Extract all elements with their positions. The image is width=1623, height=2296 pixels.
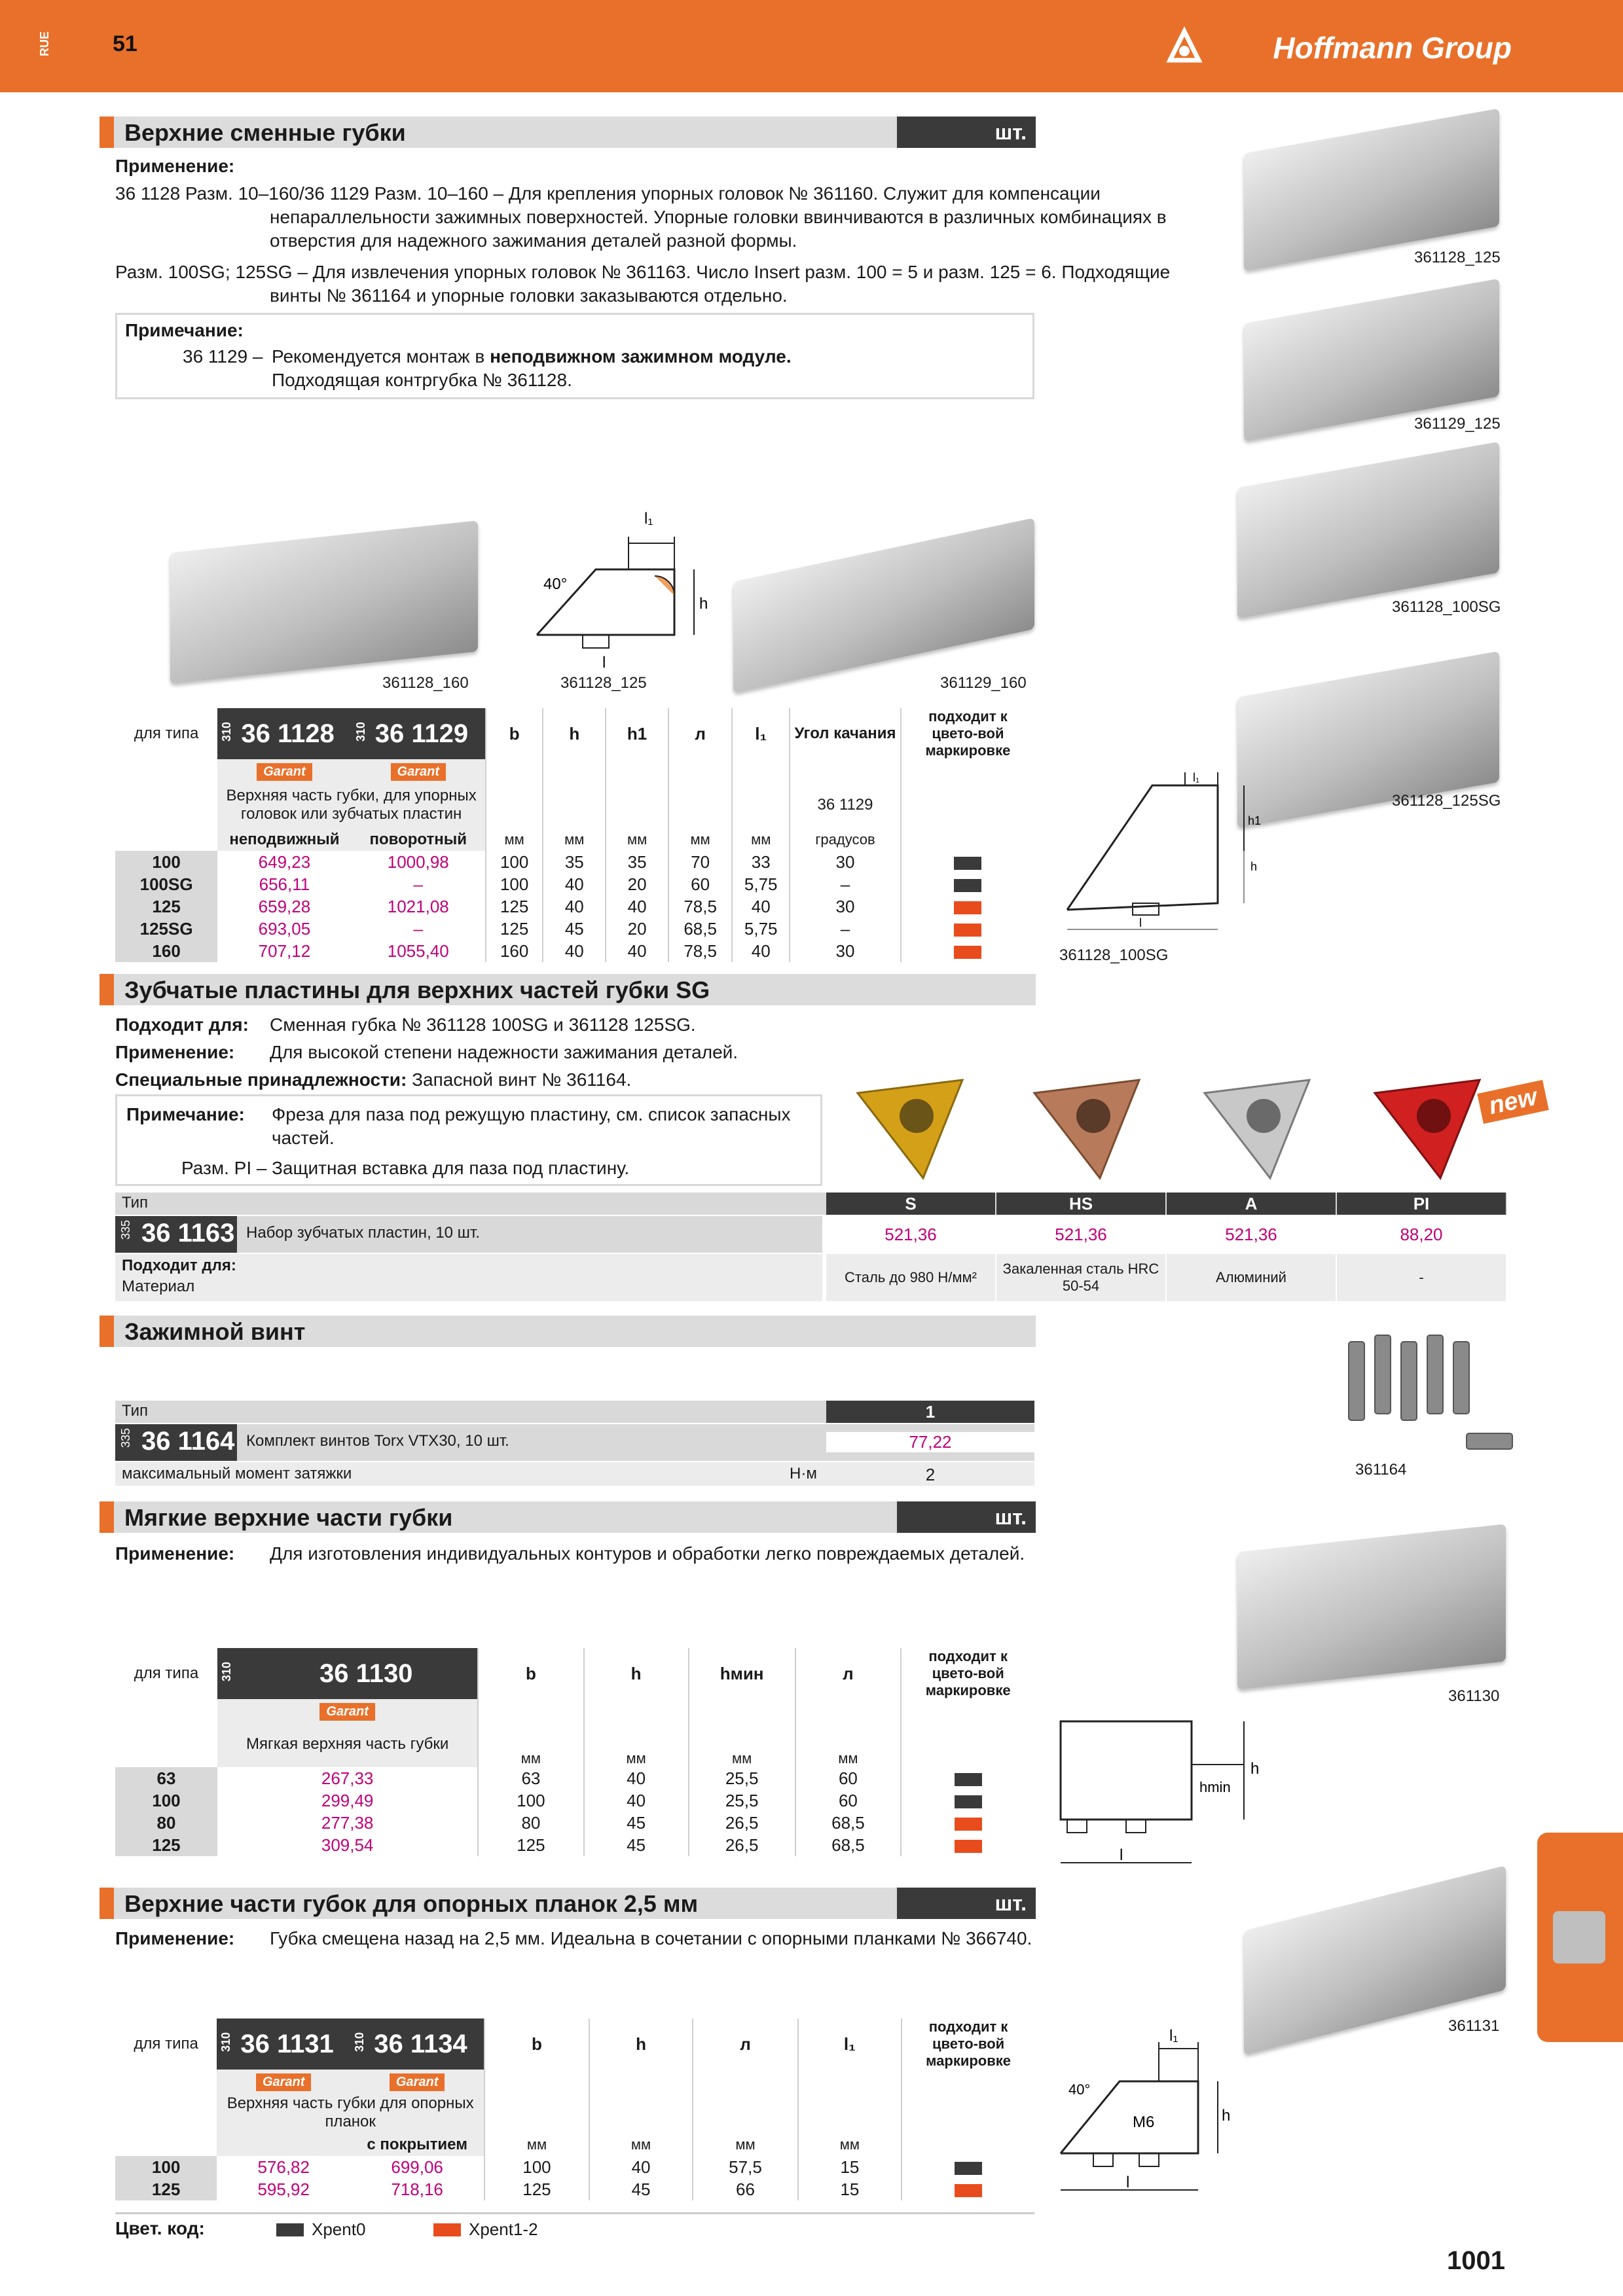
value-h: 40 [543,895,606,918]
code-row [115,1216,822,1253]
unit-degrees: градусов [790,829,901,851]
unit-mm: мм [589,2134,693,2156]
table-row [115,918,1034,940]
price-swivel: 1055,40 [387,941,449,961]
image-caption: 361164 [1355,1461,1407,1479]
note-text: Фреза для паза под режущую пластину, см. список запасных [272,1104,791,1124]
value-angle: 30 [790,895,901,918]
value-h: 40 [584,1789,689,1812]
row-type: 125 [115,1834,217,1856]
col-l1-header: l₁ [732,708,790,759]
svg-text:l₁: l₁ [1169,2027,1178,2045]
value-l: 78,5 [668,895,732,918]
insert-material: Закаленная сталь HRC 50-54 [996,1254,1165,1301]
col-l-header: л [668,708,732,759]
price-fixed: 693,05 [258,918,311,939]
color-code-cell [901,1812,1034,1834]
image-caption: 361129_160 [940,674,1027,692]
price: 309,54 [321,1835,374,1855]
chapter-tab[interactable] [1537,1833,1623,2042]
dark-swatch-icon [955,1773,982,1786]
value-angle: – [790,918,901,940]
row-type: 160 [115,940,217,962]
unit-mm: мм [693,2134,797,2156]
table-row [115,1812,1034,1834]
col-b-header: b [486,708,543,759]
unit-mm: мм [486,829,543,851]
row-type: 100 [115,2156,217,2178]
brand-name: Hoffmann Group [1273,31,1512,65]
color-code-cell [901,1834,1034,1856]
svg-text:40°: 40° [1068,2081,1091,2098]
code-row [115,1424,1034,1461]
col-coated-header: с покрытием [350,2134,484,2156]
image-caption: 361128_125SG [1392,792,1501,810]
orange-swatch-icon [954,901,981,914]
material-row-label: Материал [122,1278,195,1295]
col-swivel-header: поворотный [352,829,486,851]
code-box: 335 36 1163 [115,1216,237,1253]
dark-swatch-icon [954,857,981,870]
image-caption: 361128_125 [1414,249,1501,266]
note-label: Примечание: [125,320,244,340]
technical-drawing-361128-100SG [1054,772,1264,942]
value-b: 63 [478,1767,583,1789]
insert-type-PI: PI [1337,1193,1506,1215]
image-caption: 361128_100SG [1392,598,1501,616]
note-text: частей. [272,1128,335,1148]
application-label: Применение: [115,156,235,176]
orange-swatch-icon [954,946,981,959]
svg-text:h: h [699,595,708,613]
unit-mm: мм [606,829,668,851]
garant-logo: Garant [256,2073,311,2091]
application-label: Применение: [115,1928,235,1948]
garant-logo: Garant [319,1703,374,1721]
price-swivel: 1000,98 [387,852,449,872]
soft-jaws-table [115,1648,1034,1856]
unit-label: шт. [897,1888,1036,1919]
price-fixed: 707,12 [258,941,311,961]
value-h1: 40 [606,895,668,918]
note-code: 36 1129 – [183,346,263,367]
dark-swatch-icon [955,1795,982,1808]
svg-text:h: h [1250,1760,1260,1778]
col-h-header: h [543,708,606,759]
image-caption: 361128_100SG [1059,946,1169,964]
section-header-clamping-screw [100,1316,1036,1347]
fits-row-label: Подходит для: [122,1257,236,1274]
note-text: Подходящая контргубка № 361128. [272,370,572,390]
insert-material: Алюминий [1167,1254,1336,1301]
svg-text:h: h [1250,860,1258,873]
col-hmin-header: hмин [689,1648,795,1699]
value-h: 40 [584,1767,689,1789]
row-type: 125 [115,895,217,918]
svg-text:l: l [1126,2174,1130,2191]
table-row [115,1834,1034,1856]
price: 277,38 [321,1812,374,1833]
product-description: Мягкая верхняя часть губки [217,1721,478,1767]
code-header-361130: 310 36 1130 [217,1648,478,1699]
color-code-cell [901,1789,1034,1812]
table-row [115,851,1034,873]
svg-text:M6: M6 [1133,2113,1155,2131]
new-badge: new [1477,1080,1548,1124]
application-label: Применение: [115,1042,235,1062]
image-caption: 361128_160 [382,674,469,692]
table-row [115,2156,1034,2178]
value-b: 100 [486,851,543,873]
torque-unit: Н·м [790,1465,817,1482]
value-l: 60 [668,873,732,895]
row-type: 100 [115,851,217,873]
note-box [115,1094,822,1186]
col-h-header: h [589,2018,693,2070]
legend-orange: Xpent1-2 [469,2219,538,2239]
table-row [115,940,1034,962]
value-b: 125 [484,2178,589,2200]
price-fixed: 649,23 [258,852,311,872]
value-b: 100 [484,2156,589,2178]
svg-text:l: l [1139,916,1142,929]
value-angle: 30 [790,940,901,962]
value-l: 70 [668,851,732,873]
section-title: Верхние части губок для опорных планок 2,5 мм [124,1890,699,1917]
insert-image-S [845,1073,976,1185]
svg-text:l: l [1120,1846,1123,1864]
product-image-361130 [1237,1524,1506,1689]
price-361131: 595,92 [257,2179,310,2199]
row-type: 63 [115,1767,217,1789]
row-type: 100 [115,1789,217,1812]
unit-mm: мм [543,829,606,851]
torque-row [115,1462,1034,1486]
col-h-header: h [584,1648,689,1699]
image-caption: 361128_125 [560,674,647,692]
value-h: 35 [543,851,606,873]
value-h1: 20 [606,918,668,940]
unit-mm: мм [668,829,732,851]
product-description: Верхняя часть губки для опорных планок [217,2092,484,2134]
garant-logo: Garant [391,763,446,781]
row-type: 100SG [115,873,217,895]
note-code: Разм. PI – [181,1158,267,1178]
table-row [115,2178,1034,2200]
unit-mm: мм [795,1721,902,1767]
col-l-header: л [693,2018,797,2070]
application-text: Для высокой степени надежности зажимания деталей. [270,1042,739,1062]
price-361134: 718,16 [391,2179,443,2199]
application-line: отверстия для надежного зажимания деталей разной формы. [270,230,797,251]
svg-text:l₁: l₁ [644,510,653,528]
color-code-cell [901,873,1034,895]
garant-logo: Garant [257,763,312,781]
value-b: 80 [478,1812,583,1834]
value-hmin: 25,5 [689,1767,795,1789]
section-title: Верхние сменные губки [124,119,406,146]
svg-text:h1: h1 [1248,814,1262,827]
code-header-361134: 310 36 1134 [350,2018,484,2070]
type-row [115,1401,1034,1423]
value-hmin: 26,5 [689,1812,795,1834]
value-l1: 15 [798,2178,902,2200]
application-text: Для изготовления индивидуальных контуров и обработки легко повреждаемых деталей. [270,1543,1025,1564]
section-title: Зубчатые пластины для верхних частей губки SG [124,977,710,1003]
value-l: 68,5 [668,918,732,940]
svg-text:l₁: l₁ [1193,772,1200,784]
material-row [115,1254,822,1301]
top-bar [0,0,1623,92]
application-label: Применение: [115,1543,235,1564]
section-title: Мягкие верхние части губки [124,1504,453,1531]
price-swivel: – [413,918,423,939]
color-code-cell [901,918,1034,940]
unit-mm: мм [689,1721,795,1767]
section-title: Зажимной винт [124,1318,306,1345]
technical-drawing-361130 [1054,1715,1270,1872]
product-description: Верхняя часть губки, для упорных головок или зубчатых пластин [217,781,486,829]
value-h: 45 [543,918,606,940]
value-l1: 40 [732,940,790,962]
code-header-361129: 310 36 1129 [352,708,486,759]
section-header-serrated-inserts [100,974,1036,1005]
technical-drawing-361131 [1054,2022,1270,2206]
price-361134: 699,06 [391,2157,443,2177]
value-b: 100 [478,1789,583,1812]
value-h: 40 [589,2156,693,2178]
value-angle: – [790,873,901,895]
code-header-361128: 310 36 1128 [217,708,351,759]
orange-swatch-icon [955,1818,982,1831]
application-line: винты № 361164 и упорные головки заказываются отдельно. [270,285,788,306]
orange-swatch-icon [955,2184,982,2197]
application-line: 36 1128 Разм. 10–160/36 1129 Разм. 10–160 – Для крепления упорных головок № 361160. Служит для компенсации [115,183,1101,204]
value-h: 40 [543,873,606,895]
product-image-361128-160 [170,520,478,683]
col-b-header: b [478,1648,583,1699]
value-h: 40 [543,940,606,962]
color-code-cell [902,2178,1034,2200]
application-line: Разм. 100SG; 125SG – Для извлечения упорных головок № 361163. Число Insert разм. 100 = 5 и разм. 125 = 6. Подходящие [115,262,1171,282]
section-header-replaceable-jaws [100,117,1036,148]
price: 77,22 [826,1432,1034,1452]
language-code: RUE [38,31,51,57]
value-h1: 20 [606,873,668,895]
price-fixed: 659,28 [258,896,311,916]
insert-price: 521,36 [1225,1225,1277,1244]
torque-value: 2 [925,1465,936,1484]
legend-dark: Xpent0 [312,2219,366,2239]
accessories-line: Специальные принадлежности: Запасной винт № 361164. [115,1069,632,1090]
value-l: 78,5 [668,940,732,962]
value-b: 125 [486,918,543,940]
value-h: 45 [589,2178,693,2200]
garant-logo: Garant [390,2073,445,2091]
support-plate-jaws-table [115,2018,1034,2200]
jaws-table [115,708,1034,962]
value-h1: 35 [606,851,668,873]
color-code-cell [901,940,1034,962]
insert-type-A: A [1167,1193,1336,1215]
product-description: Комплект винтов Torx VTX30, 10 шт. [246,1432,509,1450]
image-caption: 361130 [1448,1687,1500,1705]
note-label: Примечание: [126,1104,245,1124]
value-b: 160 [486,940,543,962]
insert-type-HS: HS [996,1193,1165,1215]
type-label: Тип [122,1402,149,1420]
price: 267,33 [321,1768,374,1788]
col-color-header: подходит к цвето-вой маркировке [901,708,1034,759]
table-row [115,895,1034,918]
price-swivel: – [413,874,423,894]
unit-label: шт. [897,1501,1036,1533]
insert-type-S: S [826,1193,995,1215]
price-swivel: 1021,08 [387,896,449,916]
orange-swatch-icon [954,924,981,937]
value-l: 60 [795,1789,902,1812]
col-fixed-header: неподвижный [217,829,351,851]
insert-price: 521,36 [884,1225,937,1244]
page-number: 1001 [1447,2246,1505,2275]
price-fixed: 656,11 [259,874,310,894]
type-label: Тип [122,1194,149,1211]
value-l: 66 [693,2178,797,2200]
color-code-legend [115,2212,1034,2240]
value-l1: 33 [732,851,790,873]
hoffmann-logo-icon [1165,26,1204,65]
dark-swatch-icon [954,879,981,892]
value-h1: 40 [606,940,668,962]
insert-price: 88,20 [1400,1225,1443,1244]
svg-text:hmin: hmin [1199,1779,1231,1795]
orange-swatch-icon [433,2223,461,2236]
value-angle: 30 [790,851,901,873]
col-color-header: подходит к цвето-вой маркировке [901,1648,1034,1699]
value-l: 68,5 [795,1834,902,1856]
technical-drawing-361128-125 [524,504,720,674]
code-header-361131: 310 36 1131 [217,2018,350,2070]
insert-image-A [1192,1073,1322,1185]
price: 299,49 [321,1790,374,1810]
table-row [115,873,1034,895]
svg-text:l: l [602,654,606,672]
value-l1: 5,75 [732,873,790,895]
unit-mm: мм [584,1721,689,1767]
table-row [115,1767,1034,1789]
type-value: 1 [826,1401,1034,1423]
note-text: Рекомендуется монтаж в неподвижном зажимном модуле. [272,346,792,367]
product-image-361129-160 [733,518,1034,693]
chuck-jaw-icon [1553,1911,1605,1964]
fits-label: Подходит для: [115,1014,249,1035]
value-l: 68,5 [795,1812,902,1834]
value-b: 100 [486,873,543,895]
value-l1: 40 [732,895,790,918]
value-b: 125 [486,895,543,918]
col-b-header: b [484,2018,589,2070]
value-hmin: 26,5 [689,1834,795,1856]
unit-mm: мм [798,2134,902,2156]
value-l1: 15 [798,2156,902,2178]
svg-text:40°: 40° [543,575,568,593]
col-angle-header: Угол качания [790,708,901,759]
dark-swatch-icon [955,2162,982,2175]
col-l-header: л [795,1648,902,1699]
svg-text:h: h [1222,2107,1231,2125]
catalog-section-number: 51 [113,31,137,56]
type-header: для типа [134,2035,198,2053]
angle-subheader: 36 1129 [790,781,901,829]
color-code-cell [901,851,1034,873]
col-color-header: подходит к цвето-вой маркировке [902,2018,1034,2070]
price-361131: 576,82 [257,2157,310,2177]
product-description: Набор зубчатых пластин, 10 шт. [246,1224,480,1242]
unit-mm: мм [732,829,790,851]
fits-text: Сменная губка № 361128 100SG и 361128 125SG. [270,1014,696,1035]
note-text: Защитная вставка для паза под пластину. [272,1158,630,1178]
code-box: 335 36 1164 [115,1424,237,1461]
application-line: непараллельности зажимных поверхностей. Упорные головки ввинчиваются в различных комбинациях в [270,207,1167,227]
unit-label: шт. [897,117,1036,148]
application-text: Губка смещена назад на 2,5 мм. Идеальна в сочетании с опорными планками № 366740. [270,1928,1032,1948]
col-h1-header: h1 [606,708,668,759]
value-h: 45 [584,1812,689,1834]
dark-swatch-icon [276,2223,304,2236]
value-b: 125 [478,1834,583,1856]
row-type: 125SG [115,918,217,940]
legend-label: Цвет. код: [115,2218,205,2238]
value-hmin: 25,5 [689,1789,795,1812]
type-header: для типа [134,1664,199,1682]
screws-image [1336,1316,1519,1473]
value-l: 57,5 [693,2156,797,2178]
note-box [115,313,1034,399]
unit-mm: мм [478,1721,583,1767]
value-h: 45 [584,1834,689,1856]
image-caption: 361131 [1448,2017,1500,2035]
section-header-support-plate-jaws [100,1888,1036,1919]
insert-material: - [1337,1254,1506,1301]
product-image-361128-125 [1244,109,1499,272]
color-code-cell [901,1767,1034,1789]
insert-image-PI [1362,1073,1493,1185]
value-l1: 5,75 [732,918,790,940]
image-caption: 361129_125 [1414,415,1501,433]
col-l1-header: l₁ [798,2018,902,2070]
section-header-soft-jaws [100,1501,1036,1533]
type-header: для типа [134,725,199,742]
row-type: 80 [115,1812,217,1834]
table-row [115,1789,1034,1812]
insert-material: Сталь до 980 Н/мм² [826,1254,995,1301]
insert-price: 521,36 [1055,1225,1107,1244]
insert-image-HS [1021,1073,1152,1185]
color-code-cell [902,2156,1034,2178]
color-code-cell [901,895,1034,918]
value-l: 60 [795,1767,902,1789]
orange-swatch-icon [955,1840,982,1853]
row-type: 125 [115,2178,217,2200]
unit-mm: мм [484,2134,589,2156]
product-image-361128-100SG [1237,442,1499,619]
torque-label: максимальный момент затяжки [122,1465,352,1482]
